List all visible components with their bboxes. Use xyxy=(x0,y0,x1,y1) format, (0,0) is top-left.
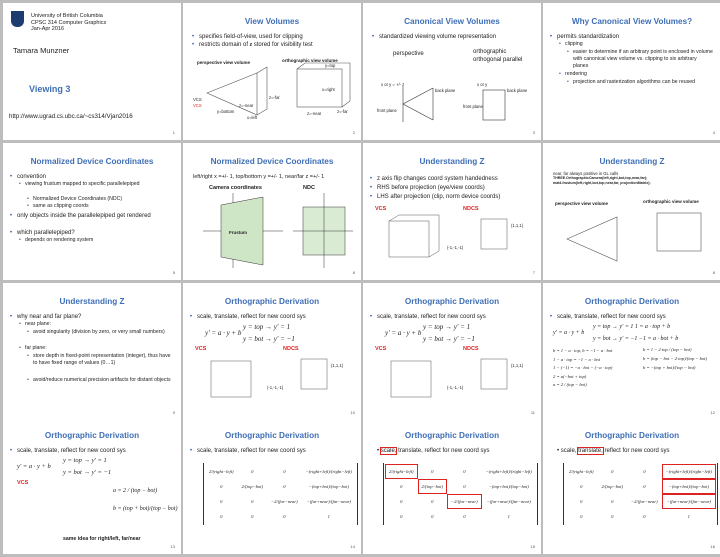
course-info: University of British Columbia CPSC 314 Computer Graphics Jan-Apr 2016 xyxy=(31,13,107,32)
slide-title: Canonical View Volumes xyxy=(404,17,500,26)
view-volume-diagram xyxy=(547,189,719,269)
svg-text:x=left: x=left xyxy=(247,115,258,120)
page-number: 5 xyxy=(172,270,175,275)
slide-title: Normalized Device Coordinates xyxy=(210,157,334,166)
svg-text:orthographic view volume: orthographic view volume xyxy=(282,58,338,63)
bullet: • scale, translate, reflect for new coord sys xyxy=(557,313,666,321)
slide-13[interactable]: Orthographic Derivation • scale, translate, reflect for new coord sys y = top → y' = 1 y' = a · y + b y = bot → y' = −1 VCS a = 2 / (top − bot) b = (top + bot)/(top − bot) same idea for right/left, far/near 13 xyxy=(3,417,181,554)
sub-bullet: • near plane: xyxy=(25,321,51,328)
sub-bullet: • same as clipping coords xyxy=(33,203,89,210)
svg-text:(1,1,1): (1,1,1) xyxy=(331,363,344,368)
code-line: mat4.frustum(left,right,bot,top,near,far, projectionMatrix); xyxy=(553,181,651,185)
page-number: 3 xyxy=(532,130,535,135)
page-number: 8 xyxy=(712,270,715,275)
svg-text:x or y: x or y xyxy=(477,82,488,87)
svg-text:z=-far: z=-far xyxy=(269,95,280,100)
slide-title: View Volumes xyxy=(244,17,300,26)
ortho-diagram xyxy=(189,353,359,411)
slide-3[interactable] xyxy=(363,3,541,140)
svg-text:front plane: front plane xyxy=(377,108,397,113)
sub-bullet: • clipping xyxy=(565,41,583,48)
bullet: • restricts domain of z stored for visibility test xyxy=(199,41,313,49)
note: same idea for right/left, far/near xyxy=(63,536,141,542)
slide-7[interactable] xyxy=(363,143,541,280)
slide-title: Understanding Z xyxy=(419,157,485,166)
sub-bullet: • depends on rendering system xyxy=(25,237,93,244)
bullet: • z axis flip changes coord system handedness xyxy=(377,175,498,183)
svg-text:(-1,-1,-1): (-1,-1,-1) xyxy=(447,245,464,250)
slide-12[interactable]: Orthographic Derivation • scale, translate, reflect for new coord sys y = top → y' = 1 1 = a · top + b y' = a · y + b y = bot → y' = −1 −1 = a · bot + b b = 1 − a · top, b = −1 − a · bot 1 − a · top = −1 − a · bot 1 − (−1) = −a · bot − (−a · top) 2 = a(−bot + top) a = 2 / (top − bot) b = 1 − 2·top / (top − bot) b = (top − bot − 2·top)/(top − bot) b = −(top + bot)/(top − bot) 12 xyxy=(543,283,720,420)
slide-title: Understanding Z xyxy=(599,157,665,166)
page-number: 16 xyxy=(710,544,715,549)
sub-bullet: • avoid/reduce numerical precision artifacts for distant objects xyxy=(33,377,171,384)
svg-text:x or y = +/- z: x or y = +/- z xyxy=(381,82,405,87)
page-number: 10 xyxy=(350,410,355,415)
bullet: • RHS before projection (eye/view coords) xyxy=(377,184,485,192)
bullet: • scale, translate, reflect for new coord sys xyxy=(377,448,490,454)
page-number: 2 xyxy=(352,130,355,135)
svg-text:y=bottom: y=bottom xyxy=(217,109,235,114)
bullet: • which parallelepiped? xyxy=(17,229,75,237)
bullet: • only objects inside the parallelepiped get rendered xyxy=(17,212,167,220)
slide-title: Orthographic Derivation xyxy=(404,431,500,440)
page-number: 12 xyxy=(710,410,715,415)
svg-text:VCS: VCS xyxy=(193,97,202,102)
label-orthographic: orthographic orthogonal parallel xyxy=(473,49,523,63)
bullet: • permits standardization xyxy=(557,33,619,41)
page-number: 7 xyxy=(532,270,535,275)
ortho-diagram xyxy=(369,353,539,411)
label-ndcs: NDCS xyxy=(463,206,479,212)
svg-text:(1,1,1): (1,1,1) xyxy=(511,223,524,228)
svg-text:z=-near: z=-near xyxy=(239,103,254,108)
sub-bullet: • far plane: xyxy=(25,345,47,352)
author: Tamara Munzner xyxy=(13,46,70,55)
sub-bullet: • rendering xyxy=(565,71,587,78)
deck-title: Viewing 3 xyxy=(29,84,71,94)
bullet: • LHS after projection (clip, norm device coords) xyxy=(377,193,500,201)
bullet: • convention xyxy=(17,173,46,181)
svg-text:x=right: x=right xyxy=(322,87,335,92)
sub-bullet: • avoid singularity (division by zero, or very small numbers) xyxy=(33,329,171,336)
sub-bullet: • viewing frustum mapped to specific parallelepiped xyxy=(25,181,165,188)
bullet: • scale, translate, reflect for new coord sys xyxy=(377,313,486,321)
svg-text:z=-near: z=-near xyxy=(307,111,322,116)
svg-text:y=top: y=top xyxy=(325,63,336,68)
slide-14[interactable] xyxy=(183,417,361,554)
url: http://www.ugrad.cs.ubc.ca/~cs314/Vjan2016 xyxy=(9,113,133,120)
handedness-diagram xyxy=(369,213,539,271)
svg-text:back plane: back plane xyxy=(435,88,456,93)
canonical-diagram xyxy=(373,78,533,128)
label-perspective: perspective xyxy=(393,51,424,57)
svg-text:perspective view volume: perspective view volume xyxy=(555,201,609,206)
slide-1[interactable] xyxy=(3,3,181,140)
bullet: • specifies field-of-view, used for clipping xyxy=(199,33,303,41)
slide-10[interactable]: Orthographic Derivation • scale, translate, reflect for new coord sys y = top → y' = 1 y' = a · y + b y = bot → y' = −1 VCS NDCS (1,1,1) (-1,-1,-1) 10 xyxy=(183,283,361,420)
slide-4[interactable] xyxy=(543,3,720,140)
bullet: • standardized viewing volume representation xyxy=(379,33,496,41)
sub-bullet: • store depth in fixed-point representation (integer), thus have to have fixed range of values (0…1) xyxy=(33,353,171,367)
bullet: • scale, translate, reflect for new coord sys xyxy=(17,447,126,455)
projection-matrix: 2/(right−left) 0 0 −(right+left)/(right−left) 0 2/(top−bot) 0 −(top+bot)/(top−bot) 0 0 −2/(far−near) −(far+near)/(far−near) 0 0 0 1 xyxy=(203,463,358,525)
svg-text:(1,1,1): (1,1,1) xyxy=(511,363,524,368)
note: near, far always positive in GL calls xyxy=(553,171,619,176)
slide-title: Orthographic Derivation xyxy=(584,297,680,306)
sub-bullet: • easier to determine if an arbitrary point is enclosed in volume with canonical view volume vs. clipping to six arbitrary planes xyxy=(573,49,713,70)
slide-title: Orthographic Derivation xyxy=(44,431,140,440)
page-number: 1 xyxy=(172,130,175,135)
bullet: • scale, translate, reflect for new coord sys xyxy=(197,313,306,321)
slide-title: Why Canonical View Volumes? xyxy=(571,17,693,26)
sub-bullet: • Normalized Device Coordinates (NDC) xyxy=(33,196,122,203)
view-volume-diagram xyxy=(187,55,359,125)
slide-9[interactable] xyxy=(3,283,181,420)
bullet: • scale, translate, reflect for new coord sys xyxy=(197,447,306,455)
page-number: 11 xyxy=(530,410,535,415)
slide-title: Orthographic Derivation xyxy=(404,297,500,306)
slide-6[interactable] xyxy=(183,143,361,280)
slide-8[interactable] xyxy=(543,143,720,280)
svg-text:(-1,-1,-1): (-1,-1,-1) xyxy=(267,385,284,390)
svg-text:front plane: front plane xyxy=(463,104,483,109)
code-line: THREE.OrthographicCamera(left,right,bot,top,near,far); xyxy=(553,176,648,180)
page-number: 15 xyxy=(530,544,535,549)
page-number: 4 xyxy=(712,130,715,135)
ndc-line: left/right x =+/- 1, top/bottom y =+/- 1, near/far z =+/- 1 xyxy=(193,174,325,180)
svg-text:orthographic view volume: orthographic view volume xyxy=(643,199,699,204)
ndc-diagram xyxy=(193,193,353,273)
sub-bullet: • projection and rasterization algorithms can be reused xyxy=(573,79,713,86)
slide-title: Normalized Device Coordinates xyxy=(30,157,154,166)
ubc-logo xyxy=(11,11,24,27)
slide-15[interactable] xyxy=(363,417,541,554)
slide-11[interactable]: Orthographic Derivation • scale, translate, reflect for new coord sys y = top → y' = 1 y' = a · y + b y = bot → y' = −1 VCS NDCS (1,1,1) (-1,-1,-1) 11 xyxy=(363,283,541,420)
bullet: • scale, translate, reflect for new coord sys xyxy=(557,448,670,454)
svg-text:back plane: back plane xyxy=(507,88,528,93)
page-number: 14 xyxy=(350,544,355,549)
label-ndc: NDC xyxy=(303,185,315,191)
page-number: 6 xyxy=(352,270,355,275)
svg-text:perspective view volume: perspective view volume xyxy=(197,60,251,65)
svg-text:Frustum: Frustum xyxy=(229,230,247,235)
slide-title: Orthographic Derivation xyxy=(224,431,320,440)
page-number: 9 xyxy=(172,410,175,415)
label-vcs: VCS xyxy=(375,206,387,212)
page-number: 13 xyxy=(170,544,175,549)
projection-matrix: 2/(right−left) 0 0 −(right+left)/(right−left) 0 2/(top−bot) 0 −(top+bot)/(top−bot) 0 0 −2/(far−near) −(far+near)/(far−near) 0 0 0 1 xyxy=(563,463,718,525)
slide-16[interactable] xyxy=(543,417,720,554)
projection-matrix: 2/(right−left) 0 0 −(right+left)/(right−left) 0 2/(top−bot) 0 −(top+bot)/(top−bot) 0 0 −2/(far−near) −(far+near)/(far−near) 0 0 0 1 xyxy=(383,463,538,525)
slide-2[interactable] xyxy=(183,3,361,140)
svg-text:(-1,-1,-1): (-1,-1,-1) xyxy=(447,385,464,390)
bullet: • why near and far plane? xyxy=(17,313,81,321)
slide-title: Orthographic Derivation xyxy=(584,431,680,440)
svg-text:VCS: VCS xyxy=(193,103,202,108)
label-camera: Camera coordinates xyxy=(209,185,262,191)
slide-5[interactable] xyxy=(3,143,181,280)
slide-title: Understanding Z xyxy=(59,297,125,306)
svg-text:z=-far: z=-far xyxy=(337,109,348,114)
slide-title: Orthographic Derivation xyxy=(224,297,320,306)
